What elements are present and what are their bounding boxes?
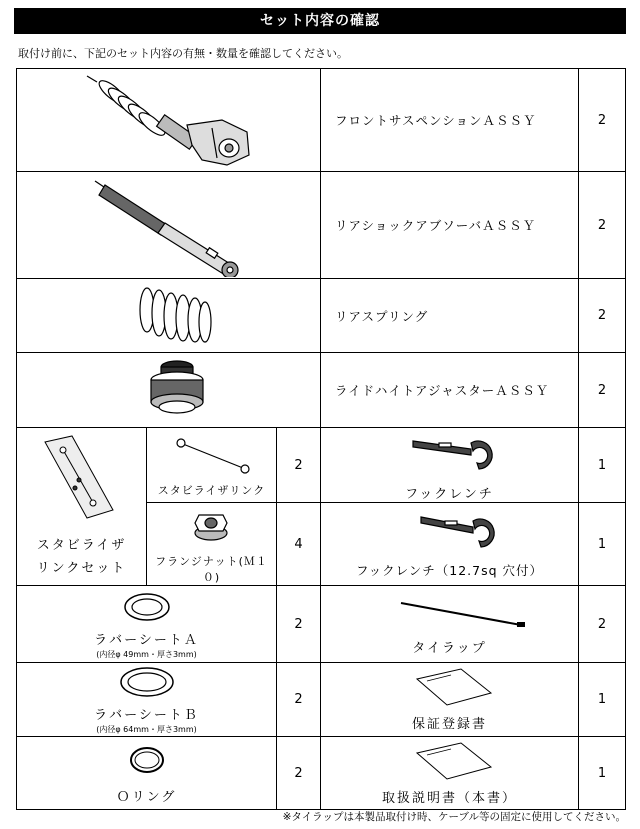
table-row [17, 353, 626, 428]
rubber-seat-a-qty: 2 [277, 586, 321, 663]
manual-qty: 1 [579, 737, 626, 810]
footnote: ※タイラップは本製品取付け時、ケーブル等の固定に使用してください。 [282, 811, 626, 823]
tie-wrap-image [321, 593, 577, 633]
ride-height-adjuster-qty: 2 [579, 353, 626, 428]
intro-text: 取付け前に、下記のセット内容の有無・数量を確認してください。 [18, 47, 348, 60]
stabilizer-set-cell [17, 428, 147, 586]
table-row [17, 69, 626, 172]
warranty-card-name: 保証登録書 [412, 717, 488, 732]
flange-nut-qty: 4 [277, 503, 321, 586]
flange-nut-name: フランジナット(Ｍ１０) [155, 555, 268, 584]
rubber-seat-a-cell [17, 586, 277, 663]
table-row [17, 428, 626, 503]
front-suspension-qty: 2 [579, 69, 626, 172]
tie-wrap-cell [321, 586, 579, 663]
rubber-seat-b-cell [17, 663, 277, 737]
manual-cell [321, 737, 579, 810]
parts-table [16, 68, 626, 810]
rear-shock-image [17, 172, 321, 279]
hook-wrench-sq-cell [321, 503, 579, 586]
table-row [17, 586, 626, 663]
warranty-card-image [321, 667, 577, 709]
hook-wrench-sq-image [321, 509, 577, 555]
section-title: セット内容の確認 [14, 8, 626, 34]
tie-wrap-qty: 2 [579, 586, 626, 663]
rubber-seat-b-name: ラバーシートＢ [94, 708, 199, 723]
stabilizer-link-image [147, 432, 275, 476]
rubber-seat-a-image [17, 589, 277, 625]
hook-wrench-name: フックレンチ [405, 486, 494, 502]
rear-spring-image [17, 279, 321, 353]
hook-wrench-sq-name: フックレンチ（12.7sq 穴付） [355, 563, 544, 578]
hook-wrench-sq-qty: 1 [579, 503, 626, 586]
rubber-seat-b-image [17, 664, 277, 700]
o-ring-name: Ｏリング [116, 789, 177, 805]
rear-spring-qty: 2 [579, 279, 626, 353]
flange-nut-image [147, 503, 275, 547]
stabilizer-set-label-line2: リンクセット [36, 561, 127, 576]
ride-height-adjuster-name: ライドハイトアジャスターＡＳＳＹ [321, 353, 579, 428]
rubber-seat-b-spec: (内径φ 64mm・厚さ3mm) [96, 725, 197, 734]
table-row [17, 279, 626, 353]
rubber-seat-a-spec: (内径φ 49mm・厚さ3mm) [96, 649, 197, 659]
rear-spring-name: リアスプリング [321, 279, 579, 353]
manual-name: 取扱説明書（本書） [382, 790, 518, 806]
rubber-seat-b-qty: 2 [277, 663, 321, 737]
front-suspension-image [17, 69, 321, 172]
o-ring-qty: 2 [277, 737, 321, 810]
o-ring-cell [17, 737, 277, 810]
hook-wrench-qty: 1 [579, 428, 626, 503]
manual-image [321, 741, 577, 783]
table-row [17, 737, 626, 810]
front-suspension-name: フロントサスペンションＡＳＳＹ [321, 69, 579, 172]
hook-wrench-image [321, 429, 577, 477]
ride-height-adjuster-image [17, 353, 321, 428]
o-ring-image [17, 742, 277, 778]
stabilizer-link-qty: 2 [277, 428, 321, 503]
stabilizer-link-name: スタビライザリンク [157, 484, 266, 497]
stabilizer-link-cell [147, 428, 277, 503]
stabilizer-set-image [17, 428, 145, 528]
tie-wrap-name: タイラップ [412, 640, 487, 656]
rear-shock-qty: 2 [579, 172, 626, 279]
table-row [17, 172, 626, 279]
rubber-seat-a-name: ラバーシートＡ [94, 632, 199, 648]
rear-shock-name: リアショックアブソーバＡＳＳＹ [321, 172, 579, 279]
warranty-card-qty: 1 [579, 663, 626, 737]
stabilizer-set-label-line1: スタビライザ [36, 538, 127, 553]
table-row [17, 663, 626, 737]
flange-nut-cell [147, 503, 277, 586]
warranty-card-cell [321, 663, 579, 737]
hook-wrench-cell [321, 428, 579, 503]
